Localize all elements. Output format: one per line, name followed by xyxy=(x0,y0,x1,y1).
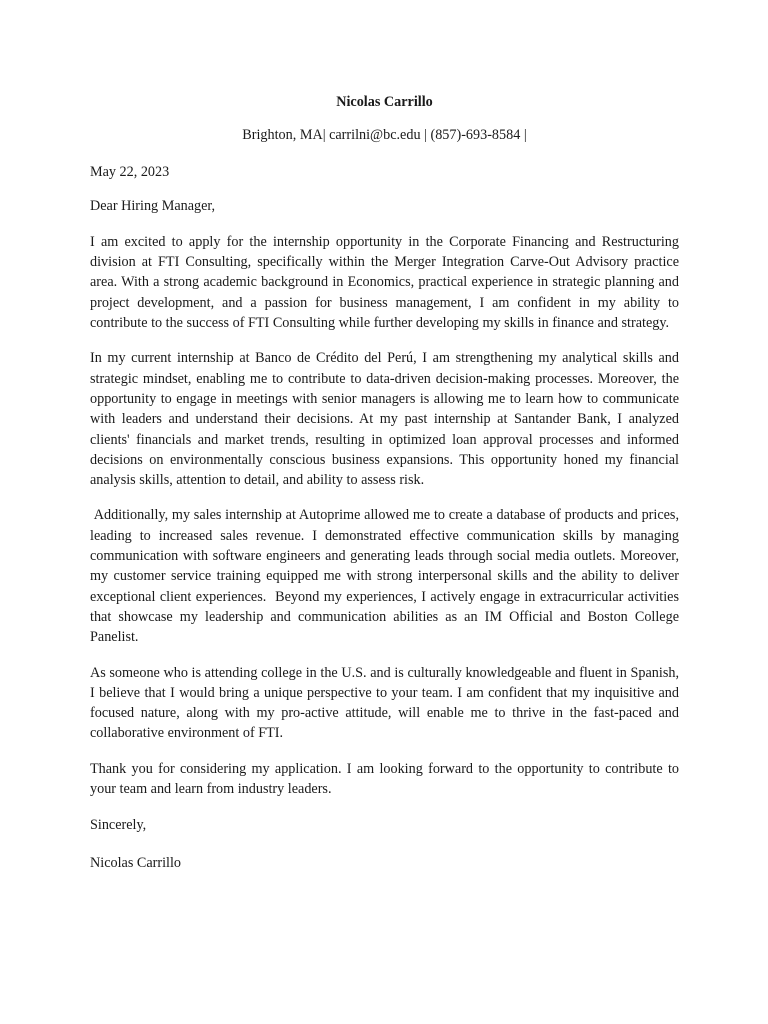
body-paragraph-experience: In my current internship at Banco de Crédito del Perú, I am strengthening my analytical skills and strategic mindset, enabling me to contribute to data-driven decision-making processes. Moreover, the opportunity to engage in meetings with senior managers is allowing me to learn how to communicate with leaders and understand their decisions. At my past internship at Santander Bank, I analyzed clients' financials and market trends, resulting in optimized loan approval processes and informed decisions on environmentally conscious business expansions. This opportunity honed my financial analysis skills, attention to detail, and ability to assess risk. xyxy=(90,350,679,489)
body-paragraph-perspective: As someone who is attending college in the U.S. and is culturally knowledgeable and fluent in Spanish, I believe that I would bring a unique perspective to your team. I am confident that my inquisitive and focused nature, along with my pro-active attitude, will enable me to thrive in the fast-paced and collaborative environment of FTI. xyxy=(90,664,679,742)
letter-date: May 22, 2023 xyxy=(90,164,170,181)
body-paragraph-thanks: Thank you for considering my application. I am looking forward to the opportunity to contribute to your team and learn from industry leaders. xyxy=(90,760,679,798)
body-paragraph-intro: I am excited to apply for the internship opportunity in the Corporate Financing and Restructuring division at FTI Consulting, specifically within the Merger Integration Carve-Out Advisory practice area. With a strong academic background in Economics, practical experience in strategic planning and project development, and a passion for business management, I am confident in my ability to contribute to the success of FTI Consulting while further developing my skills in finance and strategy. xyxy=(90,233,679,332)
cover-letter-page xyxy=(90,92,683,873)
contact-line: Brighton, MA| carrilni@bc.edu | (857)-693-8584 | xyxy=(242,127,527,143)
signature-name: Nicolas Carrillo xyxy=(90,854,182,871)
applicant-name: Nicolas Carrillo xyxy=(336,94,433,110)
salutation: Dear Hiring Manager, xyxy=(90,197,216,214)
closing: Sincerely, xyxy=(90,817,147,834)
body-paragraph-additional: Additionally, my sales internship at Autoprime allowed me to create a database of products and prices, leading to increased sales revenue. I demonstrated effective communication skills by managing communication with software engineers and generating leads through social media outlets. Moreover, my customer service training equipped me with strong interpersonal skills and the ability to deliver exceptional client experiences. Beyond my experiences, I actively engage in extracurricular activities that showcase my leadership and communication abilities as an IM Official and Boston College Panelist. xyxy=(90,507,683,646)
